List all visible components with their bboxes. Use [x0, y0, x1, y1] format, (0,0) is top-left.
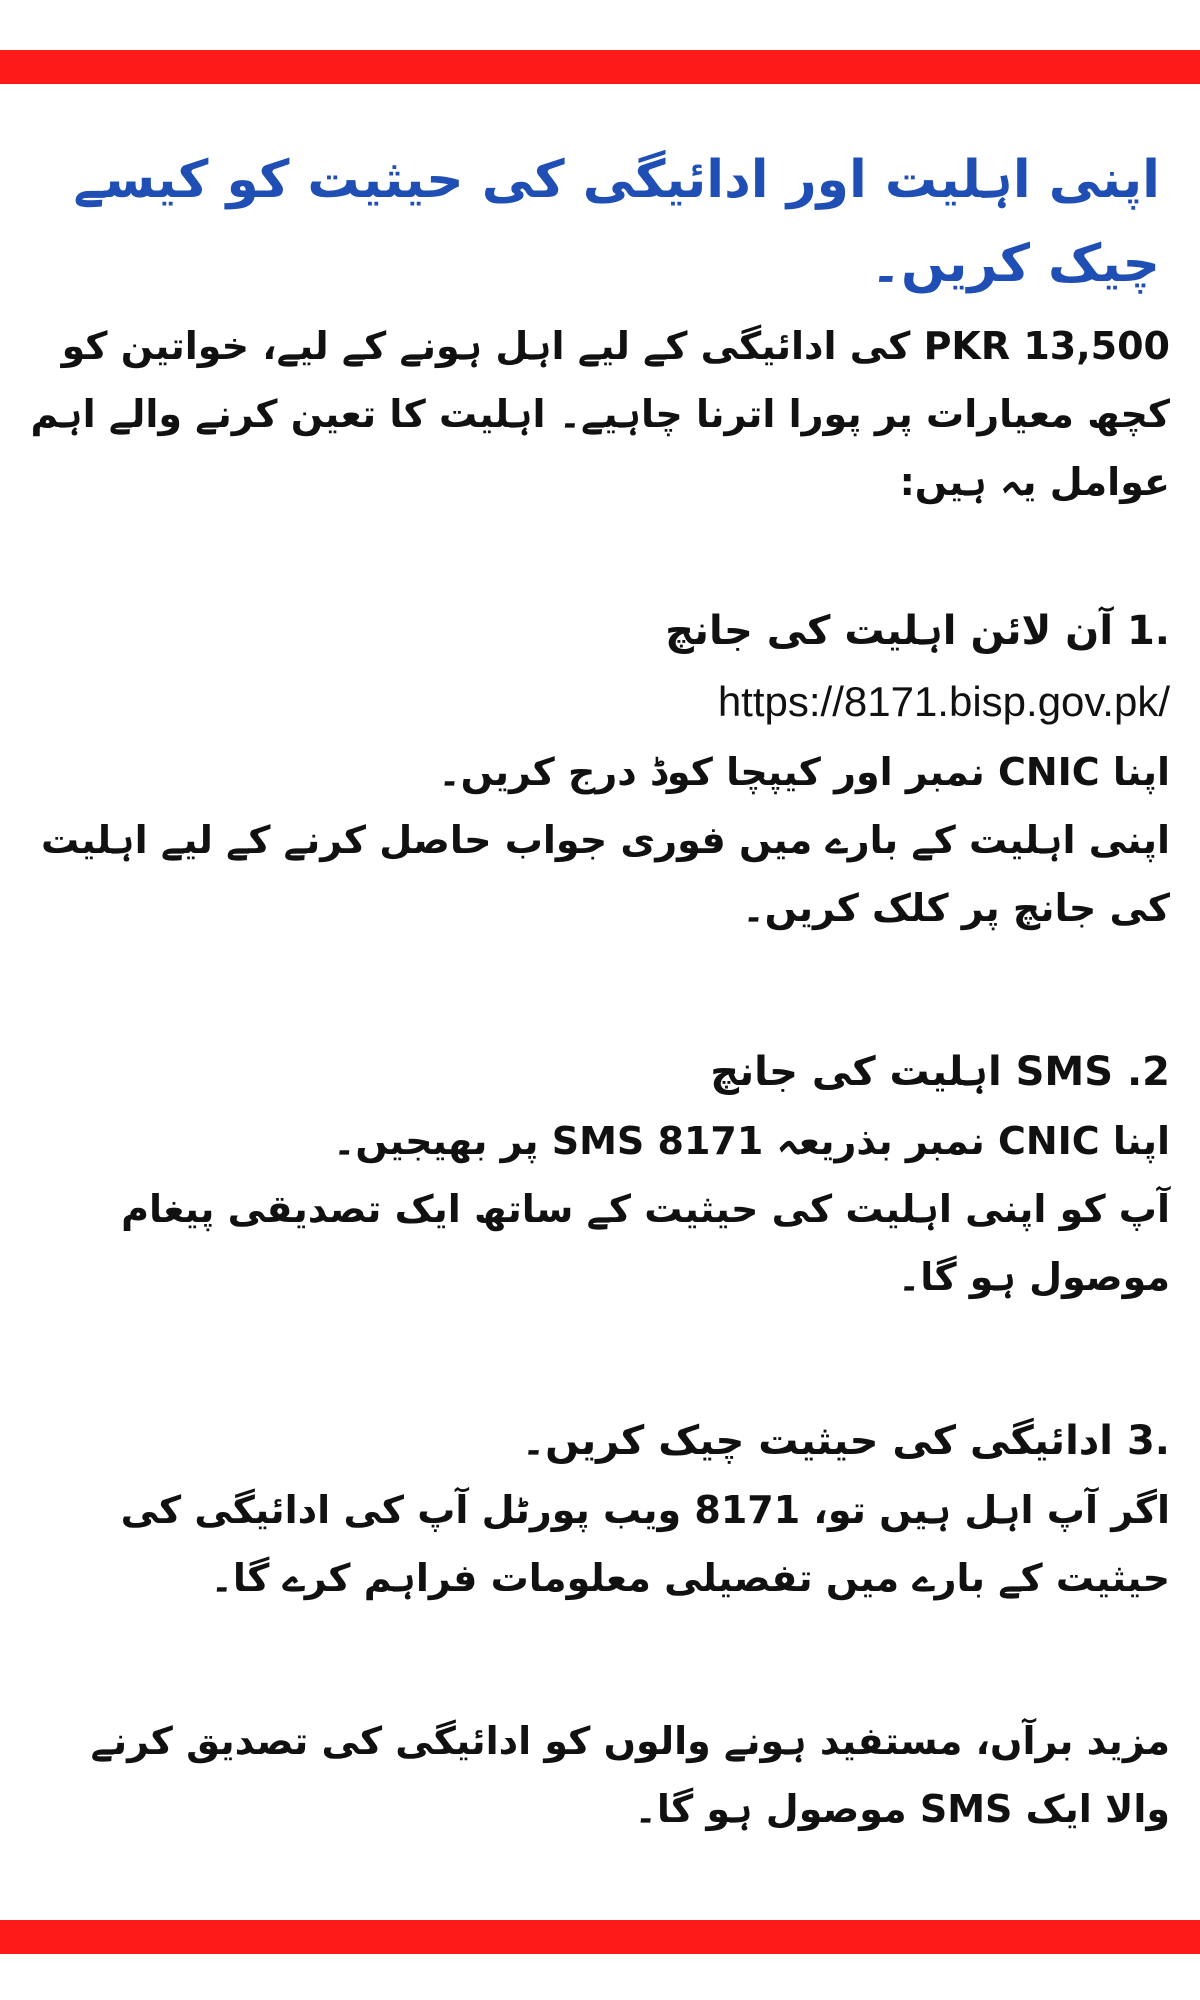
section-sms-check [30, 1037, 1170, 1311]
instruction-line: اپنی اہلیت کے بارے میں فوری جواب حاصل کرنے کے لیے اہلیت کی جانچ پر کلک کریں۔ [41, 818, 1170, 930]
instruction-line: آپ کو اپنی اہلیت کی حیثیت کے ساتھ ایک تصدیقی پیغام موصول ہو گا۔ [121, 1187, 1170, 1299]
section-heading: .3 ادائیگی کی حیثیت چیک کریں۔ [521, 1418, 1170, 1464]
section-online-check [30, 596, 1170, 942]
instruction-line: اگر آپ اہل ہیں تو، 8171 ویب پورٹل آپ کی ادائیگی کی حیثیت کے بارے میں تفصیلی معلومات فراہم کرے گا۔ [120, 1488, 1170, 1600]
section-payment-status [30, 1406, 1170, 1612]
article-content [30, 120, 1170, 1843]
portal-url[interactable]: https://8171.bisp.gov.pk/ [717, 678, 1170, 725]
section-heading: .1 آن لائن اہلیت کی جانچ [665, 608, 1170, 654]
page-title: اپنی اہلیت اور ادائیگی کی حیثیت کو کیسے چیک کریں۔ [73, 150, 1160, 294]
top-accent-bar [0, 50, 1200, 84]
instruction-line: اپنا CNIC نمبر اور کیپچا کوڈ درج کریں۔ [438, 750, 1170, 794]
closing-paragraph: مزید برآں، مستفید ہونے والوں کو ادائیگی کی تصدیق کرنے والا ایک SMS موصول ہو گا۔ [90, 1719, 1170, 1831]
instruction-line: اپنا CNIC نمبر بذریعہ SMS 8171 پر بھیجیں۔ [333, 1119, 1170, 1163]
bottom-accent-bar [0, 1920, 1200, 1954]
section-heading: SMS .2 اہلیت کی جانچ [710, 1049, 1170, 1095]
intro-paragraph: PKR 13,500 کی ادائیگی کے لیے اہل ہونے کے لیے، خواتین کو کچھ معیارات پر پورا اترنا چاہیے۔ اہلیت کا تعین کرنے والے اہم عوامل یہ ہیں: [30, 324, 1170, 504]
